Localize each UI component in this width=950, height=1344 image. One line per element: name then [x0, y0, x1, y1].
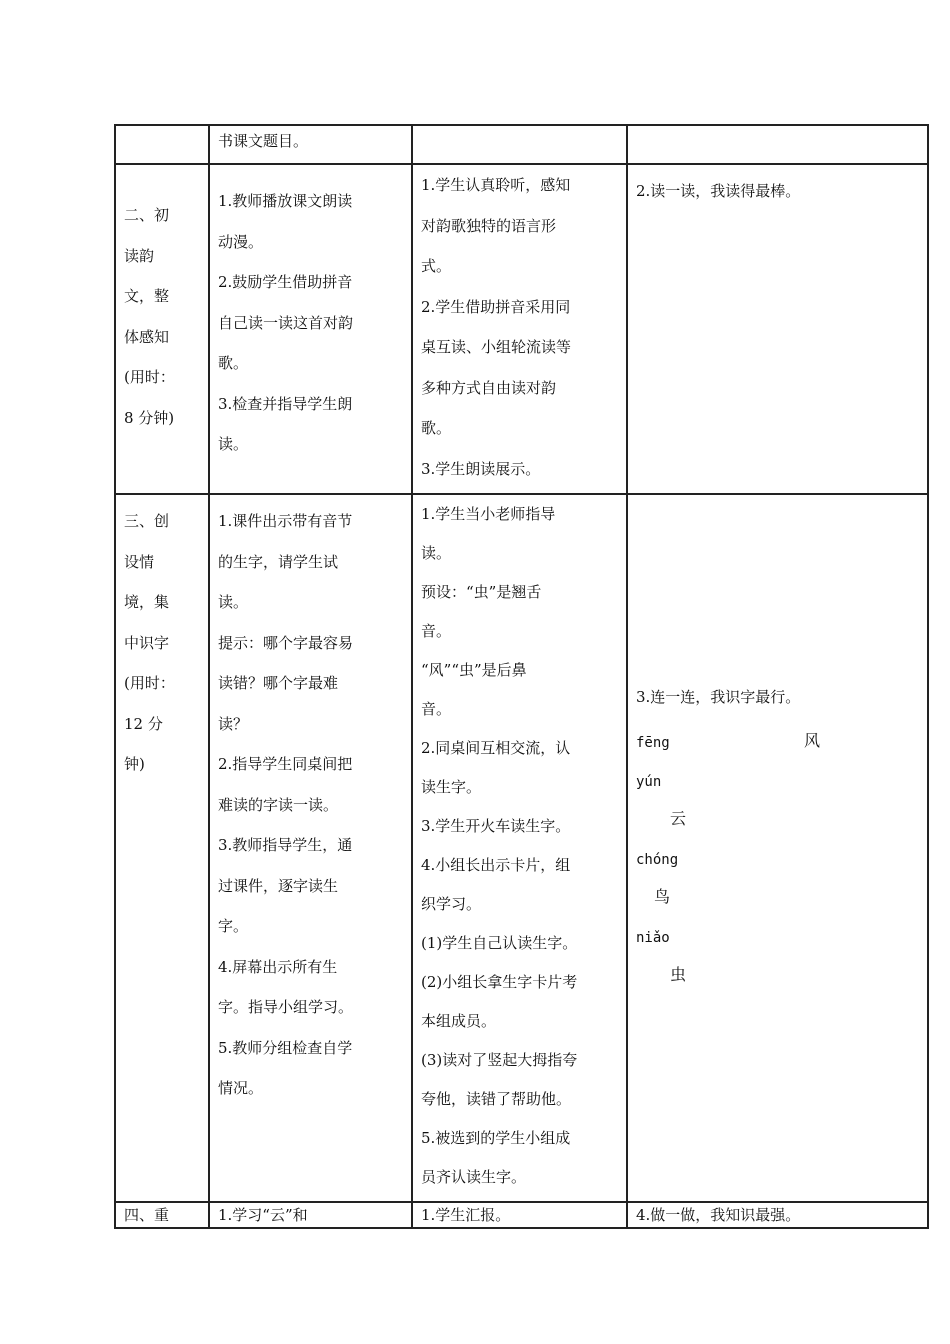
- text-line: 读错？哪个字最难: [218, 674, 339, 692]
- student-cell: [412, 1202, 627, 1228]
- text-line: (3)读对了竖起大拇指夸: [421, 1051, 578, 1069]
- table-row: [115, 1202, 928, 1228]
- text-line: 过课件，逐字读生: [218, 876, 339, 895]
- table-row: [115, 164, 928, 494]
- text-line: 读韵: [124, 246, 155, 265]
- text-line: 设情: [124, 552, 155, 571]
- practice-cell: [627, 125, 928, 164]
- teacher-cell: [209, 164, 412, 494]
- text-line: 音。: [421, 700, 452, 718]
- text-line: 12 分: [124, 714, 163, 733]
- pinyin-label: niǎo: [636, 930, 670, 946]
- text-line: (用时：: [124, 674, 175, 692]
- lesson-plan-table: [114, 124, 929, 1229]
- text-line: 书课文题目。: [218, 132, 309, 150]
- text-line: 2.鼓励学生借助拼音: [218, 273, 353, 291]
- practice-cell: [627, 494, 928, 1202]
- student-cell: [412, 494, 627, 1202]
- student-cell: [412, 125, 627, 164]
- text-line: 桌互读、小组轮流读等: [421, 338, 572, 356]
- text-line: 读。: [218, 593, 249, 611]
- text-line: 字。: [218, 917, 249, 935]
- practice-title: 4.做一做，我知识最强。: [636, 1206, 801, 1224]
- stage-cell: [115, 164, 209, 494]
- text-line: 夸他，读错了帮助他。: [421, 1090, 572, 1108]
- stage-cell: [115, 125, 209, 164]
- text-line: 读。: [421, 544, 452, 562]
- text-line: 情况。: [218, 1079, 264, 1097]
- text-line: (用时：: [124, 368, 175, 386]
- text-line: 多种方式自由读对韵: [421, 378, 557, 397]
- text-line: 歌。: [218, 354, 249, 372]
- stage-cell: [115, 1202, 209, 1228]
- text-line: 音。: [421, 622, 452, 640]
- text-line: 2.同桌间互相交流，认: [421, 739, 571, 757]
- text-line: 体感知: [124, 327, 170, 346]
- text-line: 难读的字读一读。: [218, 795, 339, 814]
- text-line: “风”“虫”是后鼻: [421, 661, 527, 679]
- text-line: 1.学生汇报。: [421, 1206, 511, 1224]
- pinyin-label: fēng: [636, 735, 670, 751]
- teacher-cell: [209, 125, 412, 164]
- text-line: 四、重: [124, 1206, 170, 1224]
- teacher-cell: [209, 494, 412, 1202]
- text-line: 字。指导小组学习。: [218, 998, 354, 1016]
- text-line: 员齐认读生字。: [421, 1168, 527, 1186]
- text-line: (1)学生自己认读生字。: [421, 934, 578, 952]
- character-label: 风: [804, 731, 821, 750]
- text-line: 1.学习“云”和: [218, 1206, 308, 1224]
- text-line: 提示：哪个字最容易: [218, 633, 354, 652]
- text-line: 2.指导学生同桌间把: [218, 755, 353, 773]
- text-line: 4.屏幕出示所有生: [218, 957, 338, 976]
- text-line: 织学习。: [421, 895, 482, 913]
- text-line: 3.学生朗读展示。: [421, 459, 541, 478]
- text-line: (2)小组长拿生字卡片考: [421, 973, 578, 991]
- text-line: 1.教师播放课文朗读: [218, 192, 353, 210]
- text-line: 读。: [218, 435, 249, 453]
- practice-title: 2.读一读，我读得最棒。: [636, 182, 801, 200]
- text-line: 8 分钟): [124, 408, 175, 427]
- matching-exercise: [636, 709, 919, 984]
- text-line: 3.学生开火车读生字。: [421, 817, 571, 835]
- text-line: 5.教师分组检查自学: [218, 1038, 353, 1057]
- text-line: 3.检查并指导学生朗: [218, 394, 353, 413]
- pinyin-label: chóng: [636, 852, 679, 868]
- practice-cell: [627, 164, 928, 494]
- text-line: 三、创: [124, 512, 170, 530]
- text-line: 的生字，请学生试: [218, 552, 339, 571]
- text-line: 式。: [421, 257, 452, 275]
- table-row: [115, 125, 928, 164]
- text-line: 歌。: [421, 419, 452, 437]
- student-cell: [412, 164, 627, 494]
- text-line: 本组成员。: [421, 1012, 497, 1030]
- text-line: 动漫。: [218, 232, 264, 251]
- text-line: 预设：“虫”是翘舌: [421, 583, 542, 601]
- text-line: 中识字: [124, 633, 170, 652]
- stage-cell: [115, 494, 209, 1202]
- text-line: 对韵歌独特的语言形: [421, 216, 557, 235]
- table-row: [115, 494, 928, 1202]
- practice-cell: [627, 1202, 928, 1228]
- character-label: 云: [670, 809, 687, 828]
- text-line: 2.学生借助拼音采用同: [421, 297, 571, 316]
- text-line: 3.教师指导学生，通: [218, 836, 353, 854]
- text-line: 文，整: [124, 287, 170, 305]
- text-line: 读？: [218, 714, 249, 733]
- character-label: 虫: [670, 965, 687, 984]
- text-line: 1.课件出示带有音节: [218, 512, 353, 530]
- character-label: 鸟: [654, 887, 671, 906]
- text-line: 读生字。: [421, 778, 482, 796]
- text-line: 二、初: [124, 206, 170, 224]
- text-line: 自己读一读这首对韵: [218, 313, 354, 332]
- text-line: 1.学生认真聆听，感知: [421, 176, 571, 194]
- practice-title: 3.连一连，我识字最行。: [636, 688, 801, 706]
- text-line: 境，集: [124, 593, 170, 611]
- pinyin-label: yún: [636, 774, 662, 790]
- teacher-cell: [209, 1202, 412, 1228]
- text-line: 1.学生当小老师指导: [421, 505, 556, 523]
- text-line: 钟): [124, 755, 145, 773]
- text-line: 4.小组长出示卡片，组: [421, 856, 571, 874]
- text-line: 5.被选到的学生小组成: [421, 1129, 571, 1147]
